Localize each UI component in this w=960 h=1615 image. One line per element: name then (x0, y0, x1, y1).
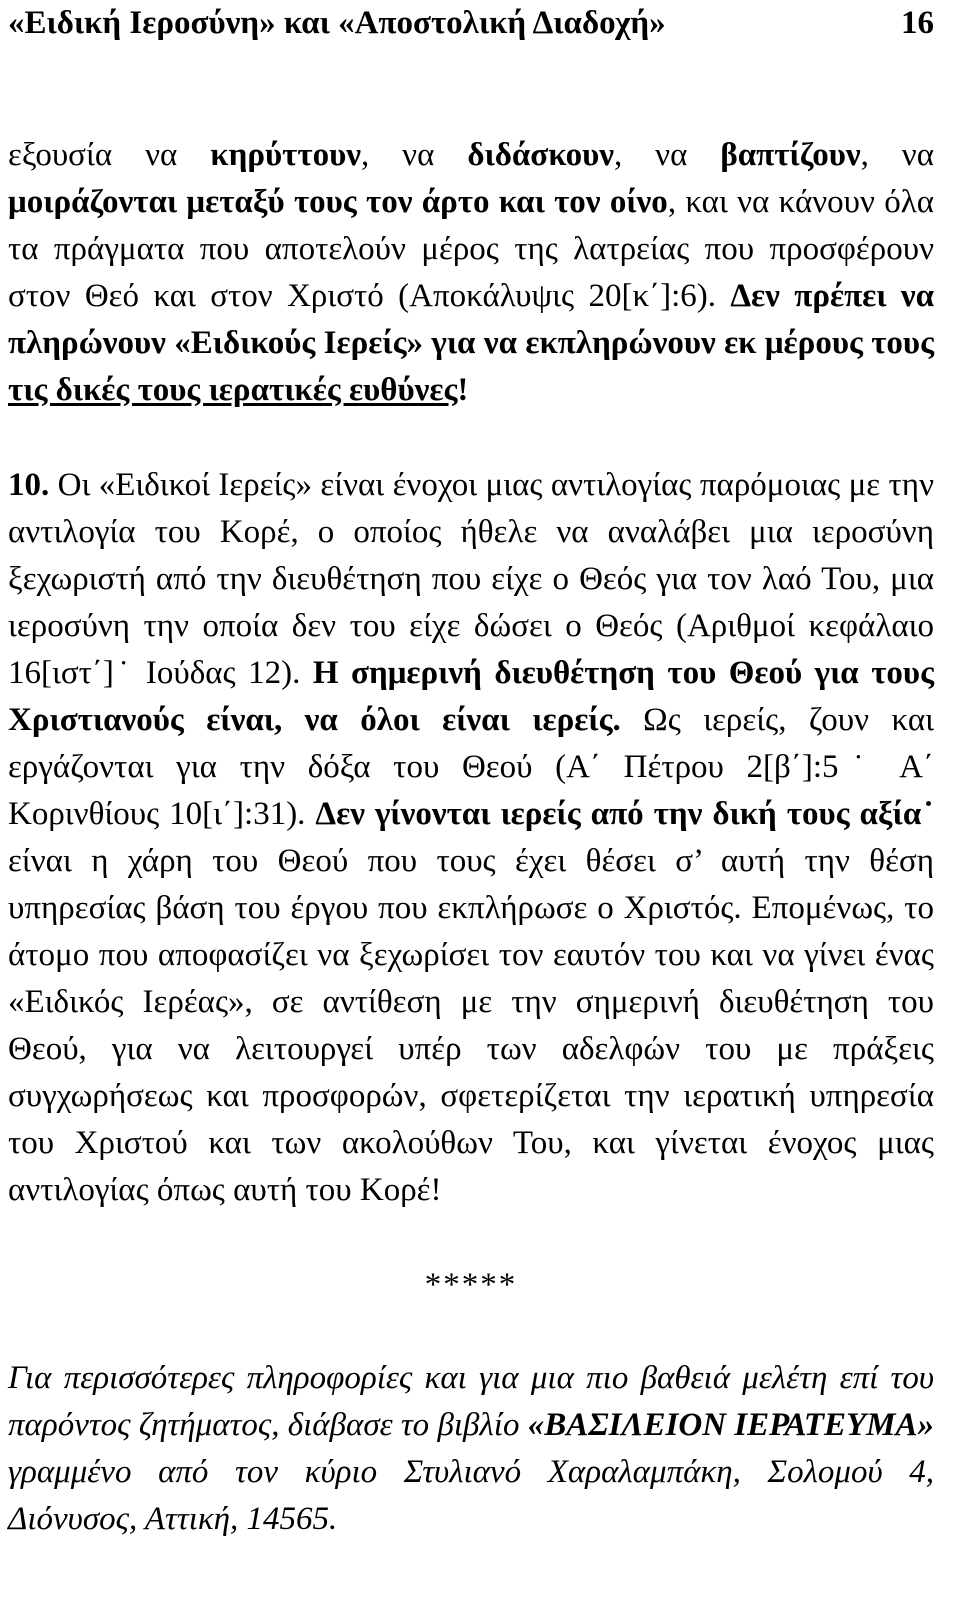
p1-bold-6: ! (457, 372, 469, 408)
note-text-2: γραμμένο από τον κύριο Στυλιανό Χαραλαμπάκη, Σολομού 4, Διόνυσος, Αττική, 14565. (8, 1454, 934, 1537)
paragraph-number: 10. (8, 467, 50, 503)
paragraph-10 (8, 462, 934, 1214)
p1-text-2: , να (360, 137, 468, 173)
page-number: 16 (901, 5, 934, 41)
p1-underlined-bold: τις δικές τους ιερατικές ευθύνες (8, 372, 458, 408)
p2-text-3: είναι η χάρη του Θεού που τους έχει θέσει σ’ αυτή την θέση υπηρεσίας βάση του έργου που εκπλήρωσε ο Χριστός. Επομένως, το άτομο που αποφασίζει να ξεχωρίσει τον εαυτόν του και να γίνει ένας «Ειδικός Ιερέας», σε αντίθεση με την σημερινή διευθέτηση του Θεού, για να λειτουργεί υπέρ των αδελφών του με πράξεις συγχωρήσεως και προσφορών, σφετερίζεται την ιερατική υπηρεσία του Χριστού και των ακολούθων Του, και γίνεται ένοχος μιας αντιλογίας όπως αυτή του Κορέ! (8, 843, 934, 1208)
p1-text-1: εξουσία να (8, 137, 211, 173)
book-title: «ΒΑΣΙΛΕΙΟΝ ΙΕΡΑΤΕΥΜΑ» (527, 1407, 935, 1443)
header-title: «Ειδική Ιεροσύνη» και «Αποστολική Διαδοχή» (8, 5, 666, 41)
p2-bold-2: Δεν γίνονται ιερείς από την δική τους αξία˙ (315, 796, 934, 832)
p2-bold-1: Η σημερινή διευθέτηση του Θεού για τους Χριστιανούς είναι, να όλοι είναι ιερείς. (8, 655, 934, 738)
running-header (8, 0, 934, 48)
further-reading-note (8, 1355, 934, 1543)
section-separator: ***** (424, 1267, 518, 1303)
p1-bold-3: βαπτίζουν (720, 137, 861, 173)
p1-bold-2: διδάσκουν (467, 137, 614, 173)
p1-bold-5: Δεν πρέπει να πληρώνουν «Ειδικούς Ιερείς» για να εκπληρώνουν εκ μέρους τους (8, 278, 935, 361)
p1-text-5: , και να κάνουν όλα τα πράγματα που αποτελούν μέρος της λατρείας που προσφέρουν στον Θεό και στον Χριστό (Αποκάλυψις 20[κ΄]:6). (8, 184, 934, 314)
p2-text-2: Ως ιερείς, ζουν και εργάζονται για την δόξα του Θεού (Α΄ Πέτρου 2[β΄]:5˙ Α΄ Κορινθίους 10[ι΄]:31). (8, 702, 935, 832)
paragraph-1 (8, 132, 934, 414)
p1-text-3: , να (613, 137, 721, 173)
note-text-1: Για περισσότερες πληροφορίες και για μια πιο βαθειά μελέτη επί του παρόντος ζητήματος, διάβασε το βιβλίο (8, 1360, 934, 1443)
p2-text-1: Οι «Ειδικοί Ιερείς» είναι ένοχοι μιας αντιλογίας παρόμοιας με την αντιλογία του Κορέ, ο οποίος ήθελε να αναλάβει μια ιεροσύνη ξεχωριστή από την διευθέτηση που είχε ο Θεός για τον λαό Του, μια ιεροσύνη την οποία δεν του είχε δώσει ο Θεός (Αριθμοί κεφάλαιο 16[ιστ΄]˙ Ιούδας 12). (8, 467, 934, 691)
p1-text-4: , να (860, 137, 935, 173)
p1-bold-4: μοιράζονται μεταξύ τους τον άρτο και τον οίνο (8, 184, 668, 220)
p1-bold-1: κηρύττουν (210, 137, 361, 173)
